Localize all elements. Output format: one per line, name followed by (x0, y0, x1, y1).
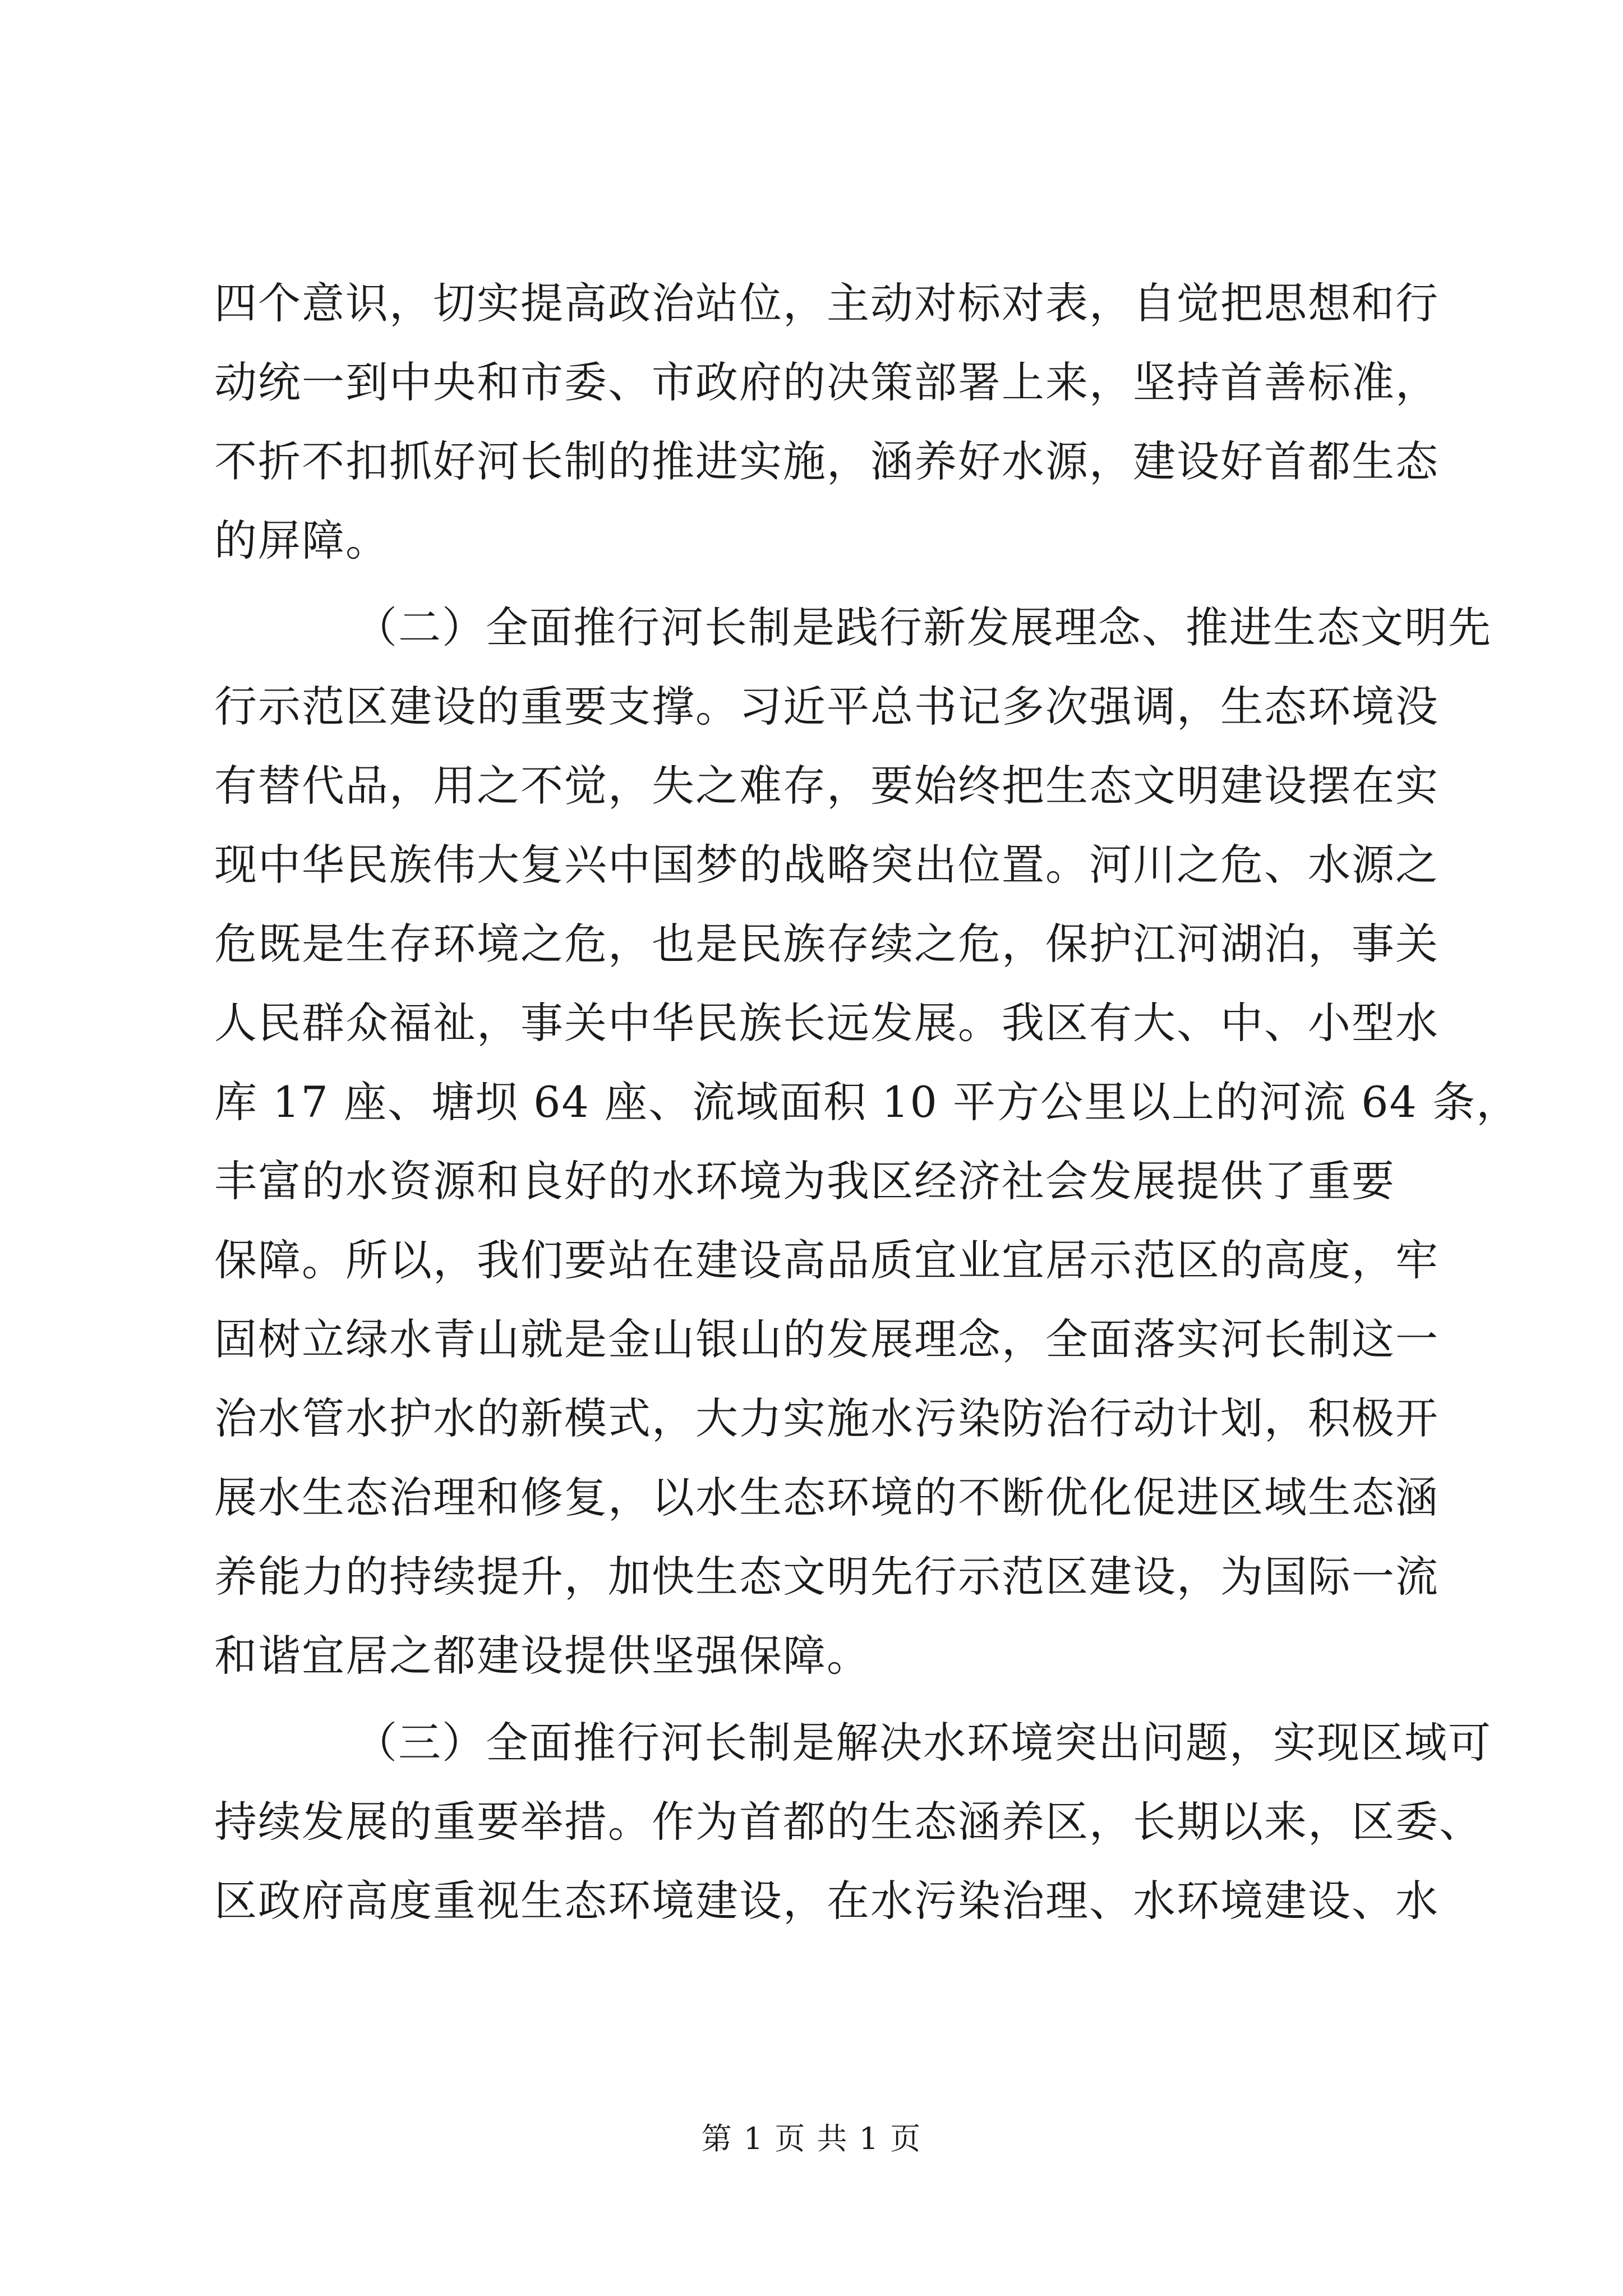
paragraph-section-3 (214, 1703, 1492, 1940)
text-line: 行示范区建设的重要支撑。习近平总书记多次强调，生态环境没 (214, 682, 1439, 731)
text-line: 治水管水护水的新模式，大力实施水污染防治行动计划，积极开 (214, 1393, 1439, 1443)
text-line: 养能力的持续提升，加快生态文明先行示范区建设，为国际一流 (214, 1552, 1439, 1602)
body-text (214, 264, 1520, 1940)
text-line: 人民群众福祉，事关中华民族长远发展。我区有大、中、小型水 (214, 998, 1439, 1048)
text-line: 区政府高度重视生态环境建设，在水污染治理、水环境建设、水 (214, 1876, 1439, 1926)
paragraph-continued (214, 264, 1439, 580)
text-line: 持续发展的重要举措。作为首都的生态涵养区，长期以来，区委、 (214, 1797, 1483, 1847)
paragraph-section-2 (214, 588, 1520, 1695)
text-line: 有替代品，用之不觉，失之难存，要始终把生态文明建设摆在实 (214, 761, 1439, 811)
text-line: 四个意识，切实提高政治站位，主动对标对表，自觉把思想和行 (214, 278, 1439, 328)
text-line: 丰富的水资源和良好的水环境为我区经济社会发展提供了重要 (214, 1156, 1395, 1206)
text-line: 动统一到中央和市委、市政府的决策部署上来，坚持首善标准， (214, 357, 1439, 407)
text-line: （二）全面推行河长制是践行新发展理念、推进生态文明先 (354, 602, 1492, 652)
text-line: 展水生态治理和修复，以水生态环境的不断优化促进区域生态涵 (214, 1473, 1439, 1522)
text-line: 现中华民族伟大复兴中国梦的战略突出位置。河川之危、水源之 (214, 840, 1439, 890)
text-line: （三）全面推行河长制是解决水环境突出问题，实现区域可 (354, 1718, 1492, 1768)
text-line: 库 17 座、塘坝 64 座、流域面积 10 平方公里以上的河流 64 条， (214, 1077, 1520, 1127)
page-number-footer: 第 1 页 共 1 页 (701, 2121, 922, 2156)
text-line: 的屏障。 (214, 516, 389, 565)
text-line: 保障。所以，我们要站在建设高品质宜业宜居示范区的高度，牢 (214, 1235, 1439, 1285)
text-line: 固树立绿水青山就是金山银山的发展理念，全面落实河长制这一 (214, 1314, 1439, 1364)
text-line: 危既是生存环境之危，也是民族存续之危，保护江河湖泊，事关 (214, 919, 1439, 969)
text-line: 和谐宜居之都建设提供坚强保障。 (214, 1631, 870, 1681)
text-line: 不折不扣抓好河长制的推进实施，涵养好水源，建设好首都生态 (214, 436, 1439, 486)
